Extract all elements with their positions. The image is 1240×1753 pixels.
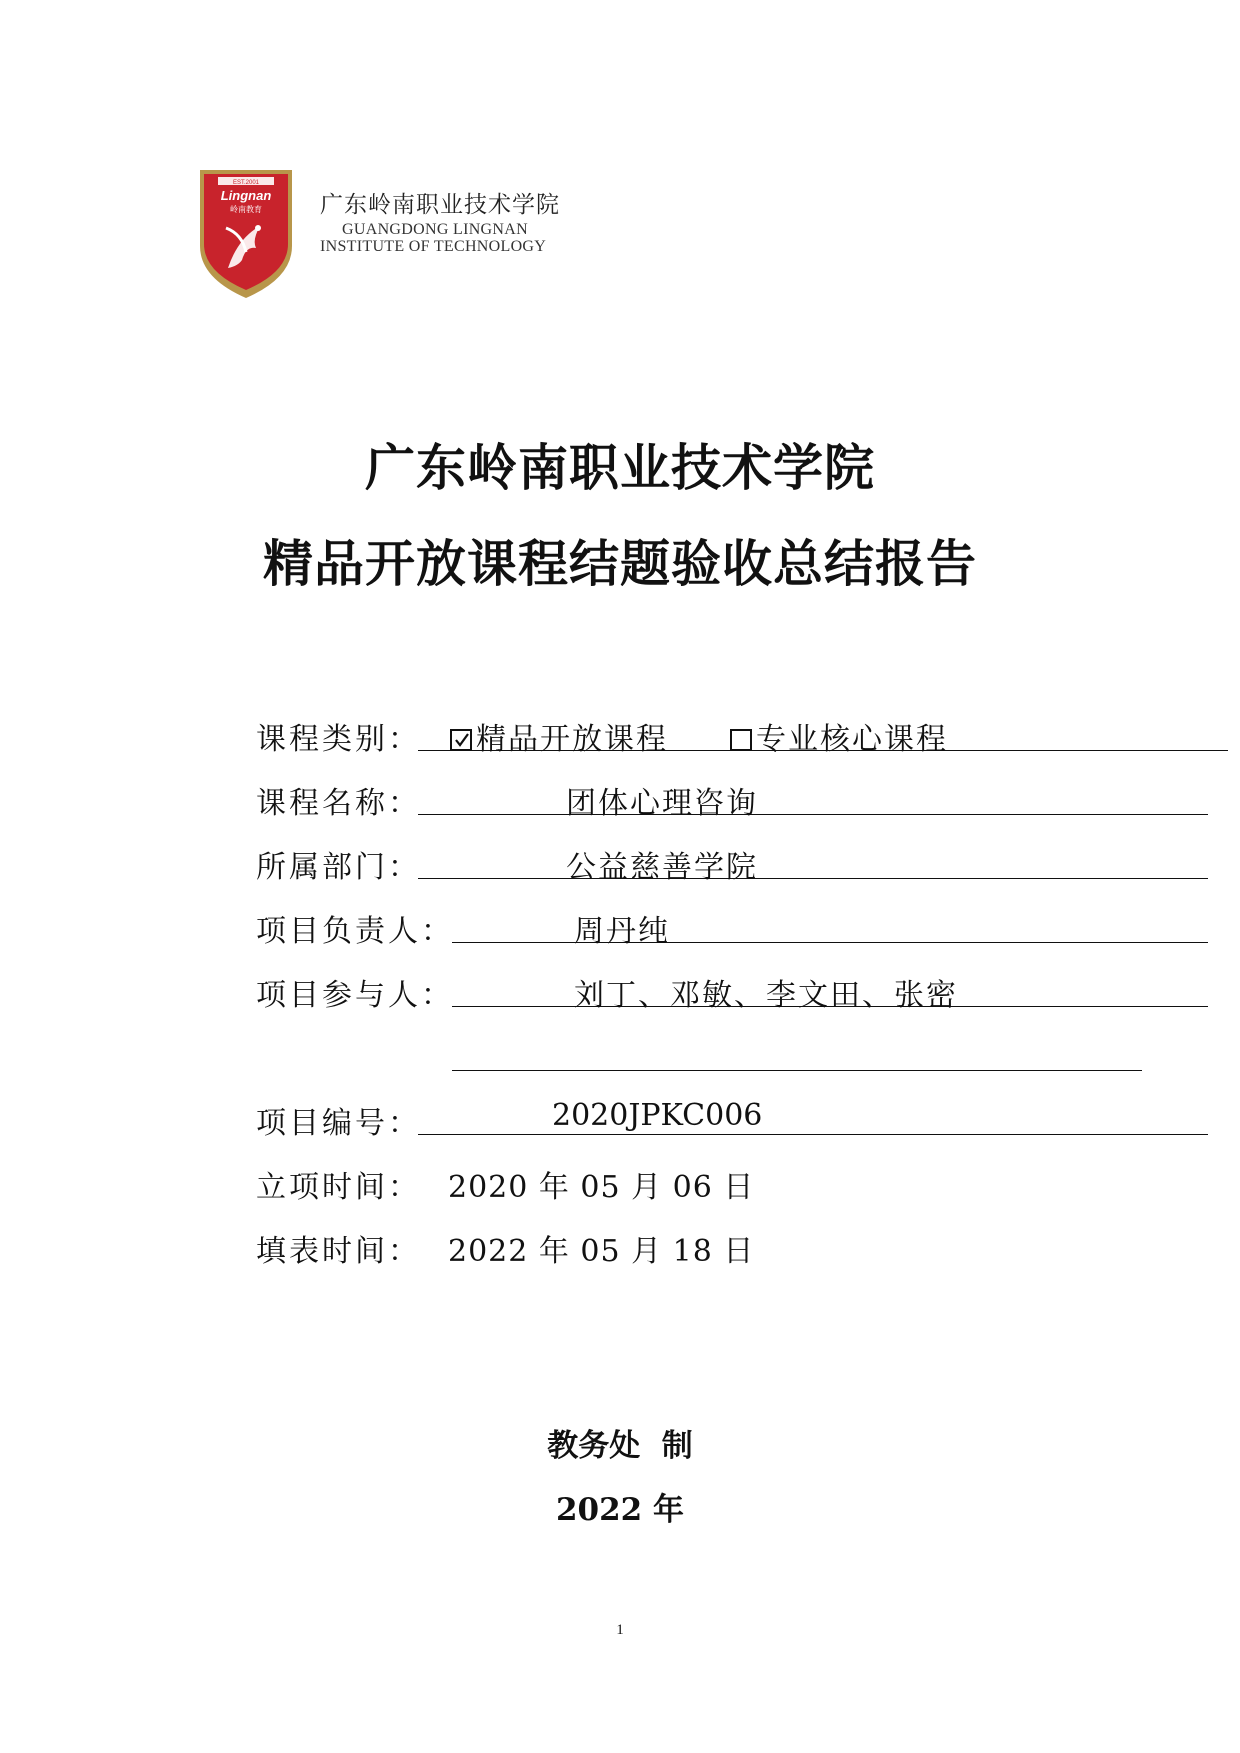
project-leader-label: 项目负责人： (256, 914, 454, 949)
project-number-label: 项目编号： (256, 1106, 421, 1141)
project-leader-underline (452, 906, 1208, 943)
form-fill-date-value: 2022 年 05 月 18 日 (448, 1234, 755, 1269)
project-leader-value: 周丹纯 (574, 914, 670, 949)
institute-logo (198, 168, 598, 308)
project-participants-label: 项目参与人： (256, 978, 454, 1013)
logo-name-cn: 广东岭南职业技术学院 (320, 192, 560, 218)
unchecked-box-icon[interactable] (730, 729, 752, 751)
course-name-label: 课程名称： (256, 786, 421, 821)
project-number-underline (418, 1098, 1208, 1135)
badge-brand-text: Lingnan (220, 188, 272, 203)
report-title-line1: 广东岭南职业技术学院 (365, 438, 875, 497)
checked-box-icon[interactable] (450, 729, 472, 751)
badge-sub-text: 岭南教育 (230, 205, 262, 214)
issue-year: 2022 年 (555, 1492, 685, 1528)
project-start-date-label: 立项时间： (256, 1170, 421, 1205)
report-title-line2: 精品开放课程结题验收总结报告 (263, 534, 977, 593)
logo-name-en-line1: GUANGDONG LINGNAN (342, 221, 528, 238)
form-fill-date-label: 填表时间： (256, 1234, 421, 1269)
institute-shield-emblem (198, 168, 294, 300)
project-number-value: 2020JPKC006 (552, 1098, 763, 1133)
logo-name-en-line2: INSTITUTE OF TECHNOLOGY (320, 238, 547, 255)
course-type-option-1-label: 精品开放课程 (476, 722, 668, 757)
page-number: 1 (616, 1622, 624, 1638)
department-value: 公益慈善学院 (566, 850, 758, 885)
badge-est-text: EST.2001 (232, 180, 260, 186)
project-participants-extra-underline (452, 1034, 1142, 1071)
course-type-option-2-label: 专业核心课程 (756, 722, 948, 757)
course-name-value: 团体心理咨询 (566, 786, 758, 821)
department-label: 所属部门： (256, 850, 421, 885)
course-type-option-1[interactable] (450, 714, 668, 758)
course-name-underline (418, 778, 1208, 815)
course-type-option-2[interactable] (730, 714, 948, 758)
project-participants-value: 刘丁、邓敏、李文田、张密 (574, 978, 958, 1013)
logo-text-block (320, 186, 560, 255)
course-type-label: 课程类别： (256, 722, 421, 757)
issuer-text: 教务处 制 (547, 1428, 693, 1464)
department-underline (418, 842, 1208, 879)
project-start-date-value: 2020 年 05 月 06 日 (448, 1170, 755, 1205)
